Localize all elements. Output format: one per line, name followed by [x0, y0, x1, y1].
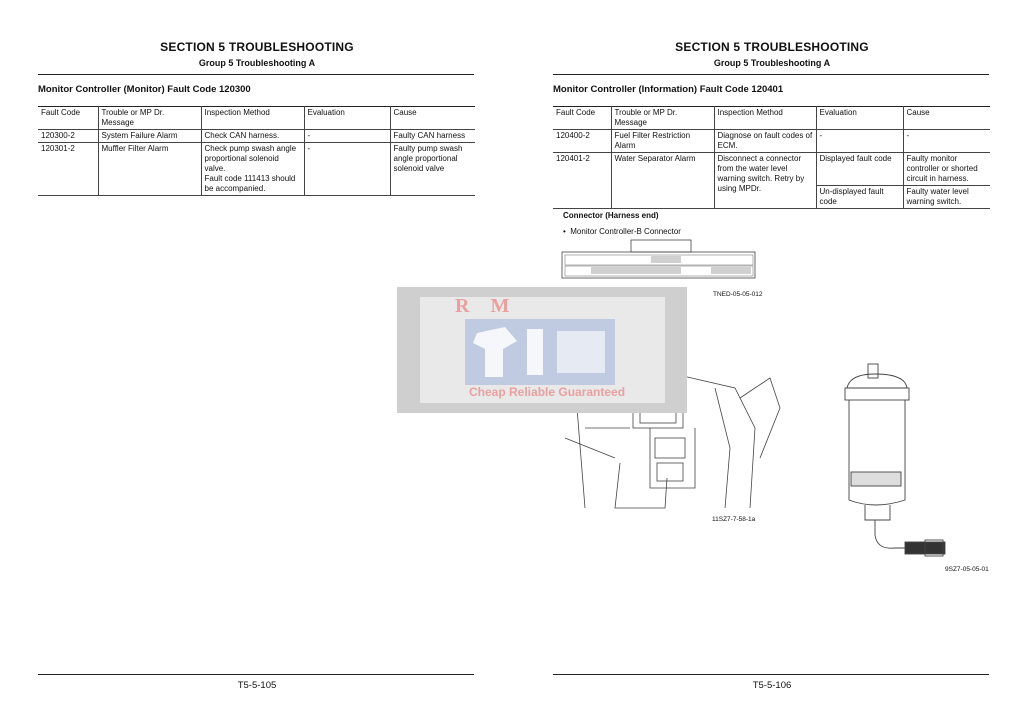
table-cell: Faulty pump swash angle proportional solenoid valve	[390, 143, 475, 196]
figure-id: 9SZ7-05-05-01	[945, 566, 989, 573]
header-rule	[38, 74, 474, 75]
table-cell: -	[304, 143, 390, 196]
header-rule	[553, 74, 989, 75]
table-cell: Muffler Filter Alarm	[98, 143, 201, 196]
footer-rule	[38, 674, 474, 675]
header-cell: Trouble or MP Dr. Message	[611, 107, 714, 130]
table-row	[38, 130, 475, 143]
group-title: Group 5 Troubleshooting A	[713, 58, 831, 68]
table-cell: System Failure Alarm	[98, 130, 201, 143]
table-row	[553, 153, 990, 186]
header-cell: Evaluation	[304, 107, 390, 130]
table-cell: Disconnect a connector from the water level warning switch. Retry by using MPDr.	[714, 153, 816, 209]
connector-bullet: • Monitor Controller-B Connector	[563, 227, 681, 236]
watermark-emblem	[465, 319, 615, 385]
figure-id: TNED-05-05-012	[713, 291, 763, 298]
section-title: SECTION 5 TROUBLESHOOTING	[160, 40, 354, 54]
table-cell: Check CAN harness.	[201, 130, 304, 143]
header-cell: Trouble or MP Dr. Message	[98, 107, 201, 130]
header-cell: Cause	[390, 107, 475, 130]
table-cell: Un-displayed fault code	[816, 186, 903, 209]
table-row	[38, 143, 475, 196]
table-header-row	[38, 107, 475, 130]
table-cell: Water Separator Alarm	[611, 153, 714, 209]
watermark-logo: R M	[455, 295, 518, 317]
table-cell: Fuel Filter Restriction Alarm	[611, 130, 714, 153]
watermark	[397, 287, 687, 413]
table-cell: -	[816, 130, 903, 153]
footer-rule	[553, 674, 989, 675]
fault-code-title: Monitor Controller (Monitor) Fault Code 120300	[38, 84, 251, 95]
table-cell: Check pump swash angle proportional solenoid valve. Fault code 111413 should be accompanied.	[201, 143, 304, 196]
fault-table	[553, 106, 990, 209]
table-row	[553, 130, 990, 153]
table-cell: -	[304, 130, 390, 143]
table-cell: 120401-2	[553, 153, 611, 209]
table-cell: Diagnose on fault codes of ECM.	[714, 130, 816, 153]
header-cell: Cause	[903, 107, 990, 130]
header-cell: Inspection Method	[201, 107, 304, 130]
header-cell: Inspection Method	[714, 107, 816, 130]
section-title: SECTION 5 TROUBLESHOOTING	[675, 40, 869, 54]
connector-item: Monitor Controller-B Connector	[570, 227, 681, 236]
group-title: Group 5 Troubleshooting A	[198, 58, 316, 68]
connector-heading: Connector (Harness end)	[563, 211, 659, 220]
table-header-row	[553, 107, 990, 130]
table-cell: Faulty water level warning switch.	[903, 186, 990, 209]
water-separator-illustration	[835, 360, 965, 570]
header-cell: Fault Code	[553, 107, 611, 130]
table-cell: 120300-2	[38, 130, 98, 143]
watermark-slogan: Cheap Reliable Guaranteed	[469, 385, 626, 399]
table-cell: Displayed fault code	[816, 153, 903, 186]
figure-id: 11SZ7-7-58-1a	[712, 516, 756, 523]
header-cell: Evaluation	[816, 107, 903, 130]
page-number: T5-5-106	[752, 680, 792, 691]
connector-diagram	[561, 238, 757, 280]
fault-code-title: Monitor Controller (Information) Fault Code 120401	[553, 84, 784, 95]
table-cell: Faulty monitor controller or shorted circuit in harness.	[903, 153, 990, 186]
table-cell: 120301-2	[38, 143, 98, 196]
table-cell: Faulty CAN harness	[390, 130, 475, 143]
header-cell: Fault Code	[38, 107, 98, 130]
fault-table	[38, 106, 475, 196]
table-cell: -	[903, 130, 990, 153]
table-cell: 120400-2	[553, 130, 611, 153]
page-number: T5-5-105	[237, 680, 277, 691]
